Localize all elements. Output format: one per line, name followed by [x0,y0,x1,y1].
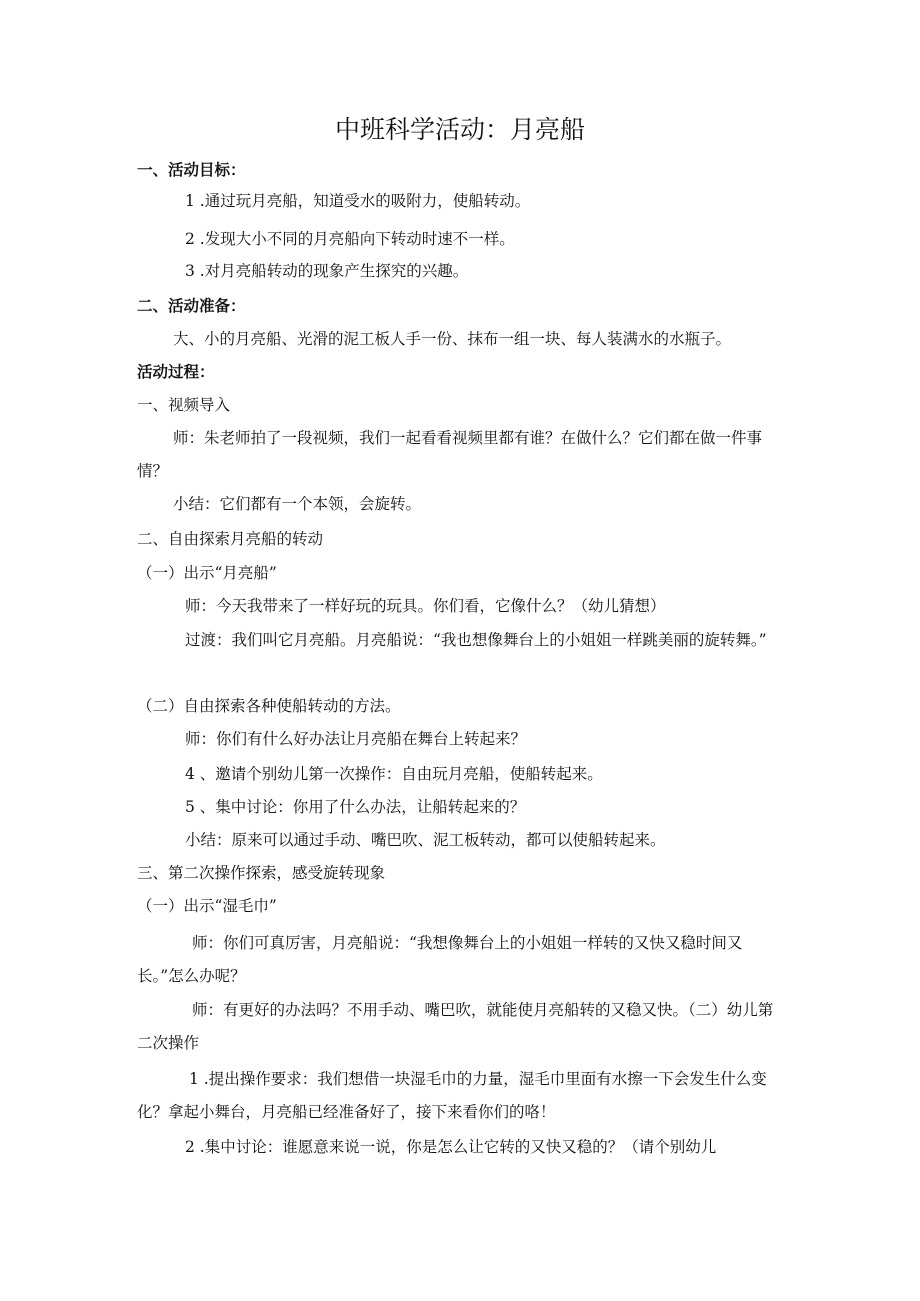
part2-sub2-teacher: 师：你们有什么好办法让月亮船在舞台上转起来？ [185,730,527,748]
page-title: 中班科学活动：月亮船 [334,115,585,144]
section-heading-process: 活动过程： [137,363,215,381]
part1-summary: 小结：它们都有一个本领，会旋转。 [173,495,422,513]
part1-heading: 一、视频导入 [137,396,231,414]
part3-sub1-teacher1: 师：你们可真厉害，月亮船说：“我想像舞台上的小姐姐一样转的又快又稳时间又长。”怎么办呢？ [137,934,743,985]
part3-sub1-teacher2: 师：有更好的办法吗？不用手动、嘴巴吹，就能使月亮船转的又稳又快。（二）幼儿第二次操作 [137,1001,774,1052]
goal-item-2: 2 .发现大小不同的月亮船向下转动时速不一样。 [185,230,515,248]
goal-item-3: 3 .对月亮船转动的现象产生探究的兴趣。 [185,262,469,280]
part2-sub1-teacher: 师：今天我带来了一样好玩的玩具。你们看，它像什么？（幼儿猜想） [185,597,666,615]
part3-heading: 三、第二次操作探索，感受旋转现象 [137,864,386,882]
section-heading-prep: 二、活动准备： [137,297,246,315]
part1-teacher: 师：朱老师拍了一段视频，我们一起看看视频里都有谁？在做什么？它们都在做一件事情？ [137,429,763,480]
part3-step-1: 1 .提出操作要求：我们想借一块湿毛巾的力量，湿毛巾里面有水擦一下会发生什么变化？拿起小舞台，月亮船已经准备好了，接下来看你们的咯！ [137,1070,767,1121]
part2-sub2-summary: 小结：原来可以通过手动、嘴巴吹、泥工板转动，都可以使船转起来。 [185,831,666,849]
part2-heading: 二、自由探索月亮船的转动 [137,530,324,548]
part2-sub1-transition: 过渡：我们叫它月亮船。月亮船说：“我也想像舞台上的小姐姐一样跳美丽的旋转舞。” [185,631,767,649]
part3-sub1-heading: （一）出示“湿毛巾” [137,897,277,915]
goal-item-1: 1 .通过玩月亮船，知道受水的吸附力，使船转动。 [185,192,531,210]
prep-text: 大、小的月亮船、光滑的泥工板人手一份、抹布一组一块、每人装满水的水瓶子。 [173,330,732,348]
section-heading-goals: 一、活动目标： [137,161,246,179]
part2-sub2-item5: 5 、集中讨论：你用了什么办法，让船转起来的？ [185,798,526,816]
part3-step-2: 2 .集中讨论：谁愿意来说一说，你是怎么让它转的又快又稳的？（请个别幼儿 [185,1138,717,1156]
part2-sub2-heading: （二）自由探索各种使船转动的方法。 [137,697,401,715]
part2-sub2-item4: 4 、邀请个别幼儿第一次操作：自由玩月亮船，使船转起来。 [185,765,603,783]
part2-sub1-heading: （一）出示“月亮船” [137,564,277,582]
